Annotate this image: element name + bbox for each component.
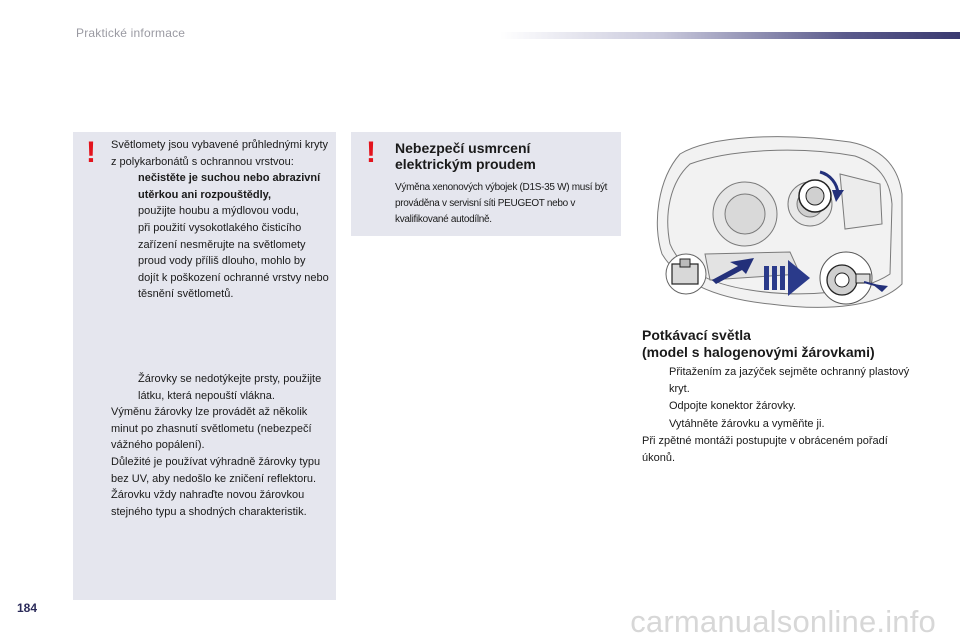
list-item (642, 398, 912, 415)
warning-icon: ! (366, 136, 376, 169)
list-item (642, 364, 912, 398)
list-item (642, 416, 912, 433)
low-beam-title-line-1: Potkávací světla (642, 327, 751, 343)
bulb-bullet: Žárovky se nedotýkejte prsty, použijte látku, která nepouští vlákna. (138, 373, 322, 402)
step-2: Odpojte konektor žárovky. (669, 400, 796, 413)
header-bar (500, 32, 960, 39)
bulb-para-2: Důležité je používat výhradně žárovky typu bez UV, aby nedošlo ke zničení reflektoru. (111, 455, 321, 485)
care-text-block (111, 137, 329, 303)
list-item (111, 220, 329, 303)
low-beam-steps (642, 364, 912, 467)
header-title: Praktické informace (76, 26, 186, 40)
step-1: Přitažením za jazýček sejměte ochranný plastový kryt. (669, 366, 910, 396)
list-item (111, 203, 329, 220)
electric-title-line-1: Nebezpečí usmrcení (395, 140, 531, 156)
watermark: carmanualsonline.info (630, 604, 936, 639)
electric-title (395, 140, 536, 172)
bulb-text-block (111, 371, 329, 520)
headlamp-illustration (650, 134, 905, 314)
bulb-para-1: Výměnu žárovky lze provádět až několik minut po zhasnutí světlometu (nebezpečí vážného popálení). (111, 406, 312, 452)
reassembly-note: Při zpětné montáži postupujte v obráceném pořadí úkonů. (642, 434, 888, 465)
step-3: Vytáhněte žárovku a vyměňte ji. (669, 417, 825, 430)
bulb-para-3: Žárovku vždy nahraďte novou žárovkou stejného typu a shodných charakteristik. (111, 489, 307, 518)
electric-title-line-2: elektrickým proudem (395, 156, 536, 172)
list-item (111, 371, 329, 404)
low-beam-title-line-2: (model s halogenovými žárovkami) (642, 344, 875, 360)
list-item (111, 170, 329, 203)
care-bullet-3: při použití vysokotlakého čisticího zařízení nesměrujte na světlomety proud vody příliš dlouho, mohlo by dojít k poškození ochranné vrstvy nebo těsnění světlometů. (138, 221, 329, 301)
electric-text: Výměna xenonových výbojek (D1S-35 W) musí být prováděna v servisní síti PEUGEOT nebo v kvalifikované autodílně. (395, 182, 608, 225)
care-bullet-1: nečistěte je suchou nebo abrazivní utěrkou ani rozpouštědly, (138, 172, 321, 201)
warning-icon: ! (86, 136, 96, 169)
care-intro: Světlomety jsou vybavené průhlednými kryty z polykarbonátů s ochrannou vrstvou: (111, 139, 329, 168)
care-bullet-2: použijte houbu a mýdlovou vodu, (138, 205, 299, 218)
low-beam-title (642, 327, 875, 361)
page-number: 184 (17, 601, 38, 615)
